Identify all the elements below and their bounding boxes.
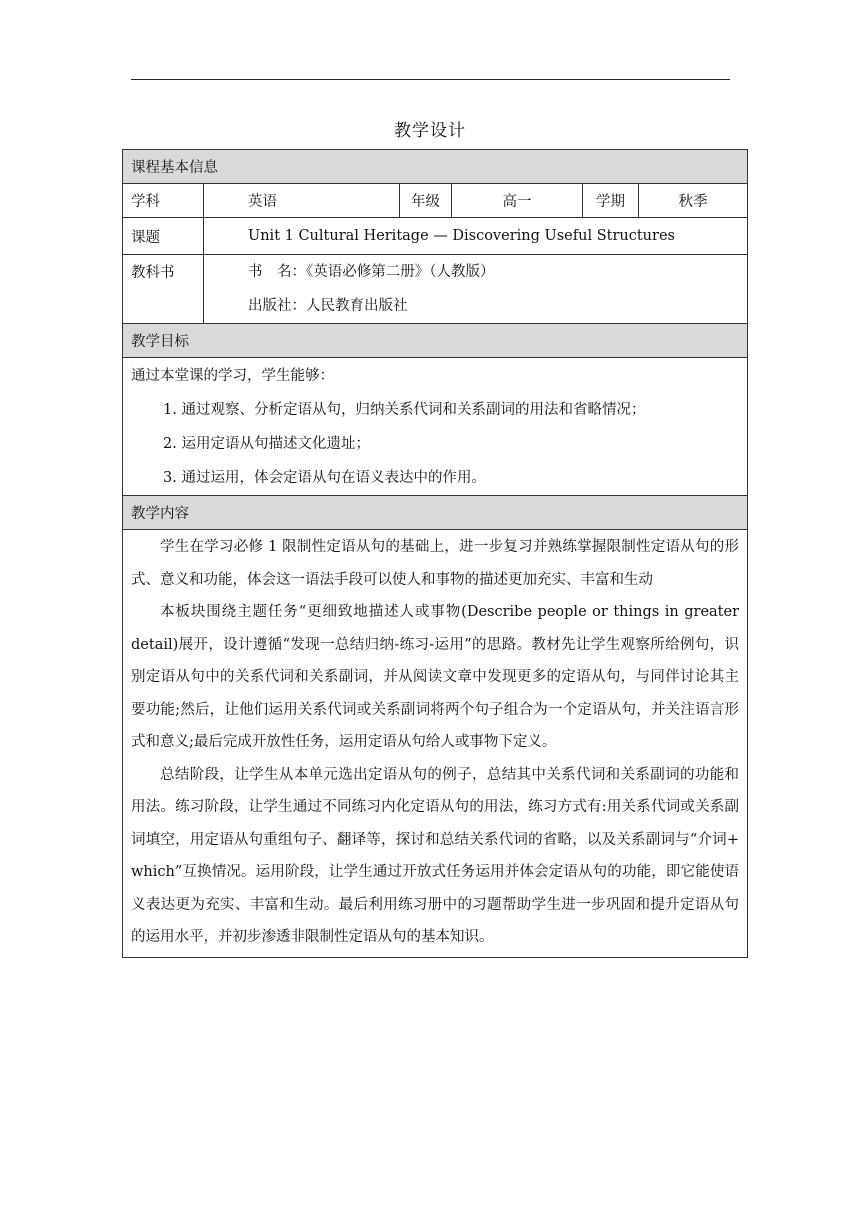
textbook-row (123, 255, 748, 324)
objectives-intro: 通过本堂课的学习，学生能够： (131, 368, 334, 384)
content-paragraph: 本板块围绕主题任务“更细致地描述人或事物(Describe people or things in greater detail)展开，设计遵循“发现一总结归纳-练习-运用”的思路。教材先让学生观察所给例句，识别定语从句中的关系代词和关系副词，并从阅读文章中发现更多的定语从句，与同伴讨论其主要功能;然后，让他们运用关系代词或关系副词将两个句子组合为一个定语从句，并关注语言形式和意义;最后完成开放性任务，运用定语从句给人或事物下定义。 (131, 604, 740, 750)
objective-item: 3. 通过运用，体会定语从句在语义表达中的作用。 (163, 470, 486, 486)
objectives-row (123, 358, 748, 496)
content-paragraph: 学生在学习必修 1 限制性定语从句的基础上，进一步复习并熟练掌握限制性定语从句的形式、意义和功能，体会这一语法手段可以使人和事物的描述更加充实、丰富和生动 (131, 539, 740, 588)
textbook-label: 教科书 (123, 255, 204, 324)
book-name: 书 名：《英语必修第二册》（人教版） (248, 264, 495, 280)
section-header-row (123, 496, 748, 530)
subject-label: 学科 (123, 184, 204, 218)
info-row (123, 184, 748, 218)
objective-item: 1. 通过观察、分析定语从句，归纳关系代词和关系副词的用法和省略情况； (163, 402, 646, 418)
section-basic-info: 课程基本信息 (123, 150, 748, 184)
document-title: 教学设计 (394, 121, 466, 141)
topic-row (123, 218, 748, 255)
content-row (123, 530, 748, 958)
section-header-row (123, 150, 748, 184)
section-header-row (123, 324, 748, 358)
header-rule (131, 79, 730, 80)
section-content: 教学内容 (123, 496, 748, 530)
term-value: 秋季 (639, 184, 748, 218)
book-publisher: 出版社：人民教育出版社 (248, 298, 408, 314)
lesson-design-table (122, 149, 748, 958)
subject-value: 英语 (204, 184, 400, 218)
topic-label: 课题 (123, 218, 204, 255)
grade-label: 年级 (400, 184, 452, 218)
grade-value: 高一 (452, 184, 583, 218)
term-label: 学期 (583, 184, 639, 218)
objective-item: 2. 运用定语从句描述文化遗址； (163, 436, 370, 452)
section-objectives: 教学目标 (123, 324, 748, 358)
content-paragraph: 总结阶段，让学生从本单元选出定语从句的例子，总结其中关系代词和关系副词的功能和用法。练习阶段，让学生通过不同练习内化定语从句的用法，练习方式有:用关系代词或关系副词填空，用定语从句重组句子、翻译等，探讨和总结关系代词的省略，以及关系副词与“介词+ which”互换情况。运用阶段，让学生通过开放式任务运用并体会定语从句的功能，即它能使语义表达更为充实、丰富和生动。最后利用练习册中的习题帮助学生进一步巩固和提升定语从句的运用水平，并初步渗透非限制性定语从句的基本知识。 (131, 766, 740, 945)
topic-value: Unit 1 Cultural Heritage — Discovering Useful Structures (204, 218, 748, 255)
